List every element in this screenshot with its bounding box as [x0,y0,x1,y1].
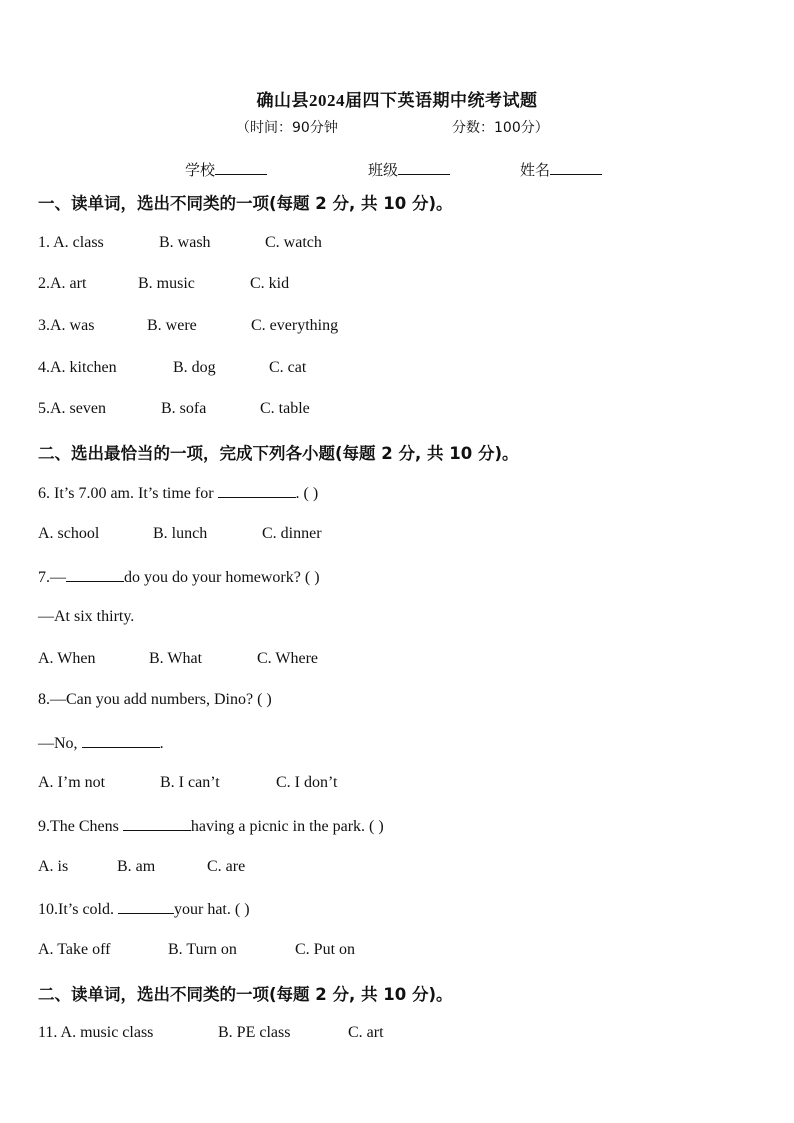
option-b: B. Turn on [168,941,237,958]
exam-meta [236,117,549,137]
school-blank[interactable] [215,160,267,175]
option-b: B. lunch [153,525,208,542]
question-7-prefix: 7.— [38,569,66,586]
option-b: B. PE class [218,1024,291,1041]
answer-blank[interactable] [123,816,191,831]
option-b: B. were [147,317,197,334]
time-limit: （时间：90分钟 [236,120,338,136]
option-b: B. I can’t [160,774,220,791]
option-c: C. everything [251,317,339,334]
question-10-text: 10.It’s cold. [38,901,114,918]
question-8-stem: 8.—Can you add numbers, Dino? ( ) [38,691,272,708]
class-field [368,159,450,180]
option-a: 11. A. music class [38,1024,154,1041]
option-c: C. kid [250,275,290,292]
question-9-stem [38,816,384,836]
school-field [185,159,267,180]
option-c: C. cat [269,359,307,376]
name-label: 姓名 [520,161,551,179]
option-a: 3.A. was [38,317,95,334]
question-6-bracket: . ( ) [295,485,319,502]
question-6-text: 6. It’s 7.00 am. It’s time for [38,485,214,502]
section-heading-3: 二、读单词，选出不同类的一项(每题 2 分, 共 10 分)。 [38,985,453,1004]
option-b: B. am [117,858,156,875]
school-label: 学校 [185,161,216,179]
option-b: B. music [138,275,195,292]
section-heading-2: 二、选出最恰当的一项，完成下列各小题(每题 2 分, 共 10 分)。 [38,444,519,463]
answer-blank[interactable] [118,899,174,914]
option-b: B. sofa [161,400,207,417]
option-c: C. table [260,400,310,417]
question-8-answer [38,733,164,753]
option-a: 4.A. kitchen [38,359,117,376]
question-7-answer: —At six thirty. [38,608,135,625]
question-10-text-rest: your hat. ( ) [174,901,250,918]
question-10-stem [38,899,250,919]
option-c: C. Where [257,650,319,667]
option-a: A. I’m not [38,774,106,791]
answer-blank[interactable] [218,483,296,498]
option-a: 1. A. class [38,234,104,251]
name-field [520,159,602,180]
question-6-stem [38,483,318,503]
question-9-text-rest: having a picnic in the park. ( ) [190,818,384,835]
question-7-text: do you do your homework? ( ) [124,569,320,586]
option-a: A. is [38,858,69,875]
option-a: 2.A. art [38,275,87,292]
question-7-stem [38,567,320,587]
option-c: C. watch [265,234,322,251]
option-a: A. school [38,525,100,542]
class-blank[interactable] [398,160,450,175]
option-b: B. dog [173,359,216,376]
option-c: C. Put on [295,941,356,958]
section-heading-1: 一、读单词，选出不同类的一项(每题 2 分, 共 10 分)。 [38,194,453,213]
option-a: A. When [38,650,96,667]
option-b: B. wash [159,234,211,251]
option-c: C. dinner [262,525,322,542]
question-8-answer-text: —No, [38,735,78,752]
option-c: C. art [348,1024,384,1041]
question-9-text: 9.The Chens [38,818,119,835]
total-score: 分数：100分） [452,120,549,136]
option-c: C. I don’t [276,774,338,791]
name-blank[interactable] [550,160,602,175]
option-c: C. are [207,858,246,875]
class-label: 班级 [368,161,399,179]
answer-blank[interactable] [82,733,160,748]
page-title: 确山县2024届四下英语期中统考试题 [256,91,538,110]
question-8-period: . [159,735,164,752]
option-b: B. What [149,650,203,667]
answer-blank[interactable] [66,567,124,582]
option-a: 5.A. seven [38,400,106,417]
option-a: A. Take off [38,941,111,958]
